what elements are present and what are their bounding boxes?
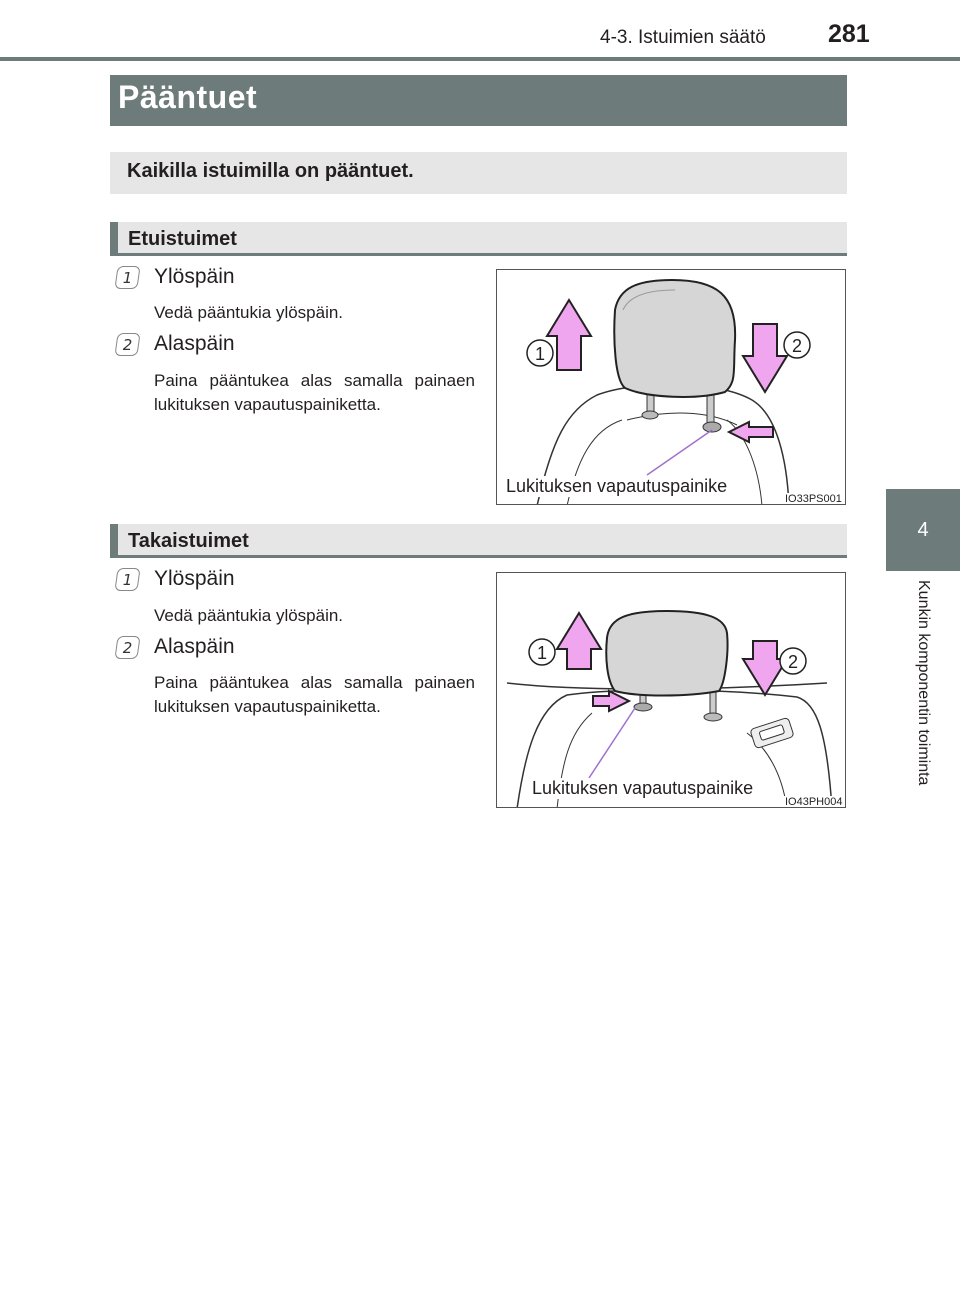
callout-2: 2	[791, 336, 803, 356]
item-body: Paina pääntukea alas samalla painaen lukituksen vapautuspainiketta.	[154, 673, 475, 716]
front-heading: Etuistuimet	[128, 228, 237, 250]
rear-heading: Takaistuimet	[128, 530, 249, 552]
item-number: 1	[116, 568, 139, 591]
header-rule	[0, 57, 960, 61]
chapter-title: Kunkin komponentin toiminta	[915, 580, 932, 786]
item-body: Vedä pääntukia ylöspäin.	[154, 303, 344, 322]
item-title: Ylöspäin	[154, 265, 235, 288]
front-headrest-illustration	[497, 270, 846, 505]
item-title: Alaspäin	[154, 332, 235, 355]
figure-code: IO43PH004	[785, 796, 843, 808]
item-number: 2	[116, 636, 139, 659]
release-button-label: Lukituksen vapautuspainike	[503, 476, 730, 497]
section-title: 4-3. Istuimien säätö	[600, 27, 766, 48]
intro-text: Kaikilla istuimilla on pääntuet.	[127, 160, 414, 182]
callout-1: 1	[536, 643, 548, 663]
item-title: Alaspäin	[154, 635, 235, 658]
up-arrow	[557, 613, 601, 669]
item-number: 1	[116, 266, 139, 289]
item-body: Paina pääntukea alas samalla painaen lukituksen vapautuspainiketta.	[154, 371, 475, 414]
item-number: 2	[116, 333, 139, 356]
callout-1: 1	[534, 344, 546, 364]
figure-code: IO33PS001	[785, 493, 842, 505]
up-arrow	[547, 300, 591, 370]
page-title: Pääntuet	[118, 79, 258, 115]
callout-2: 2	[787, 652, 799, 672]
release-button-label: Lukituksen vapautuspainike	[529, 778, 756, 799]
item-body: Vedä pääntukia ylöspäin.	[154, 606, 344, 625]
chapter-tab: 4	[886, 489, 960, 571]
item-title: Ylöspäin	[154, 567, 235, 590]
front-headrest-figure	[496, 269, 846, 505]
page-number: 281	[828, 20, 870, 48]
down-arrow	[743, 324, 787, 392]
rear-headrest-illustration	[497, 573, 846, 808]
rear-headrest-figure	[496, 572, 846, 808]
